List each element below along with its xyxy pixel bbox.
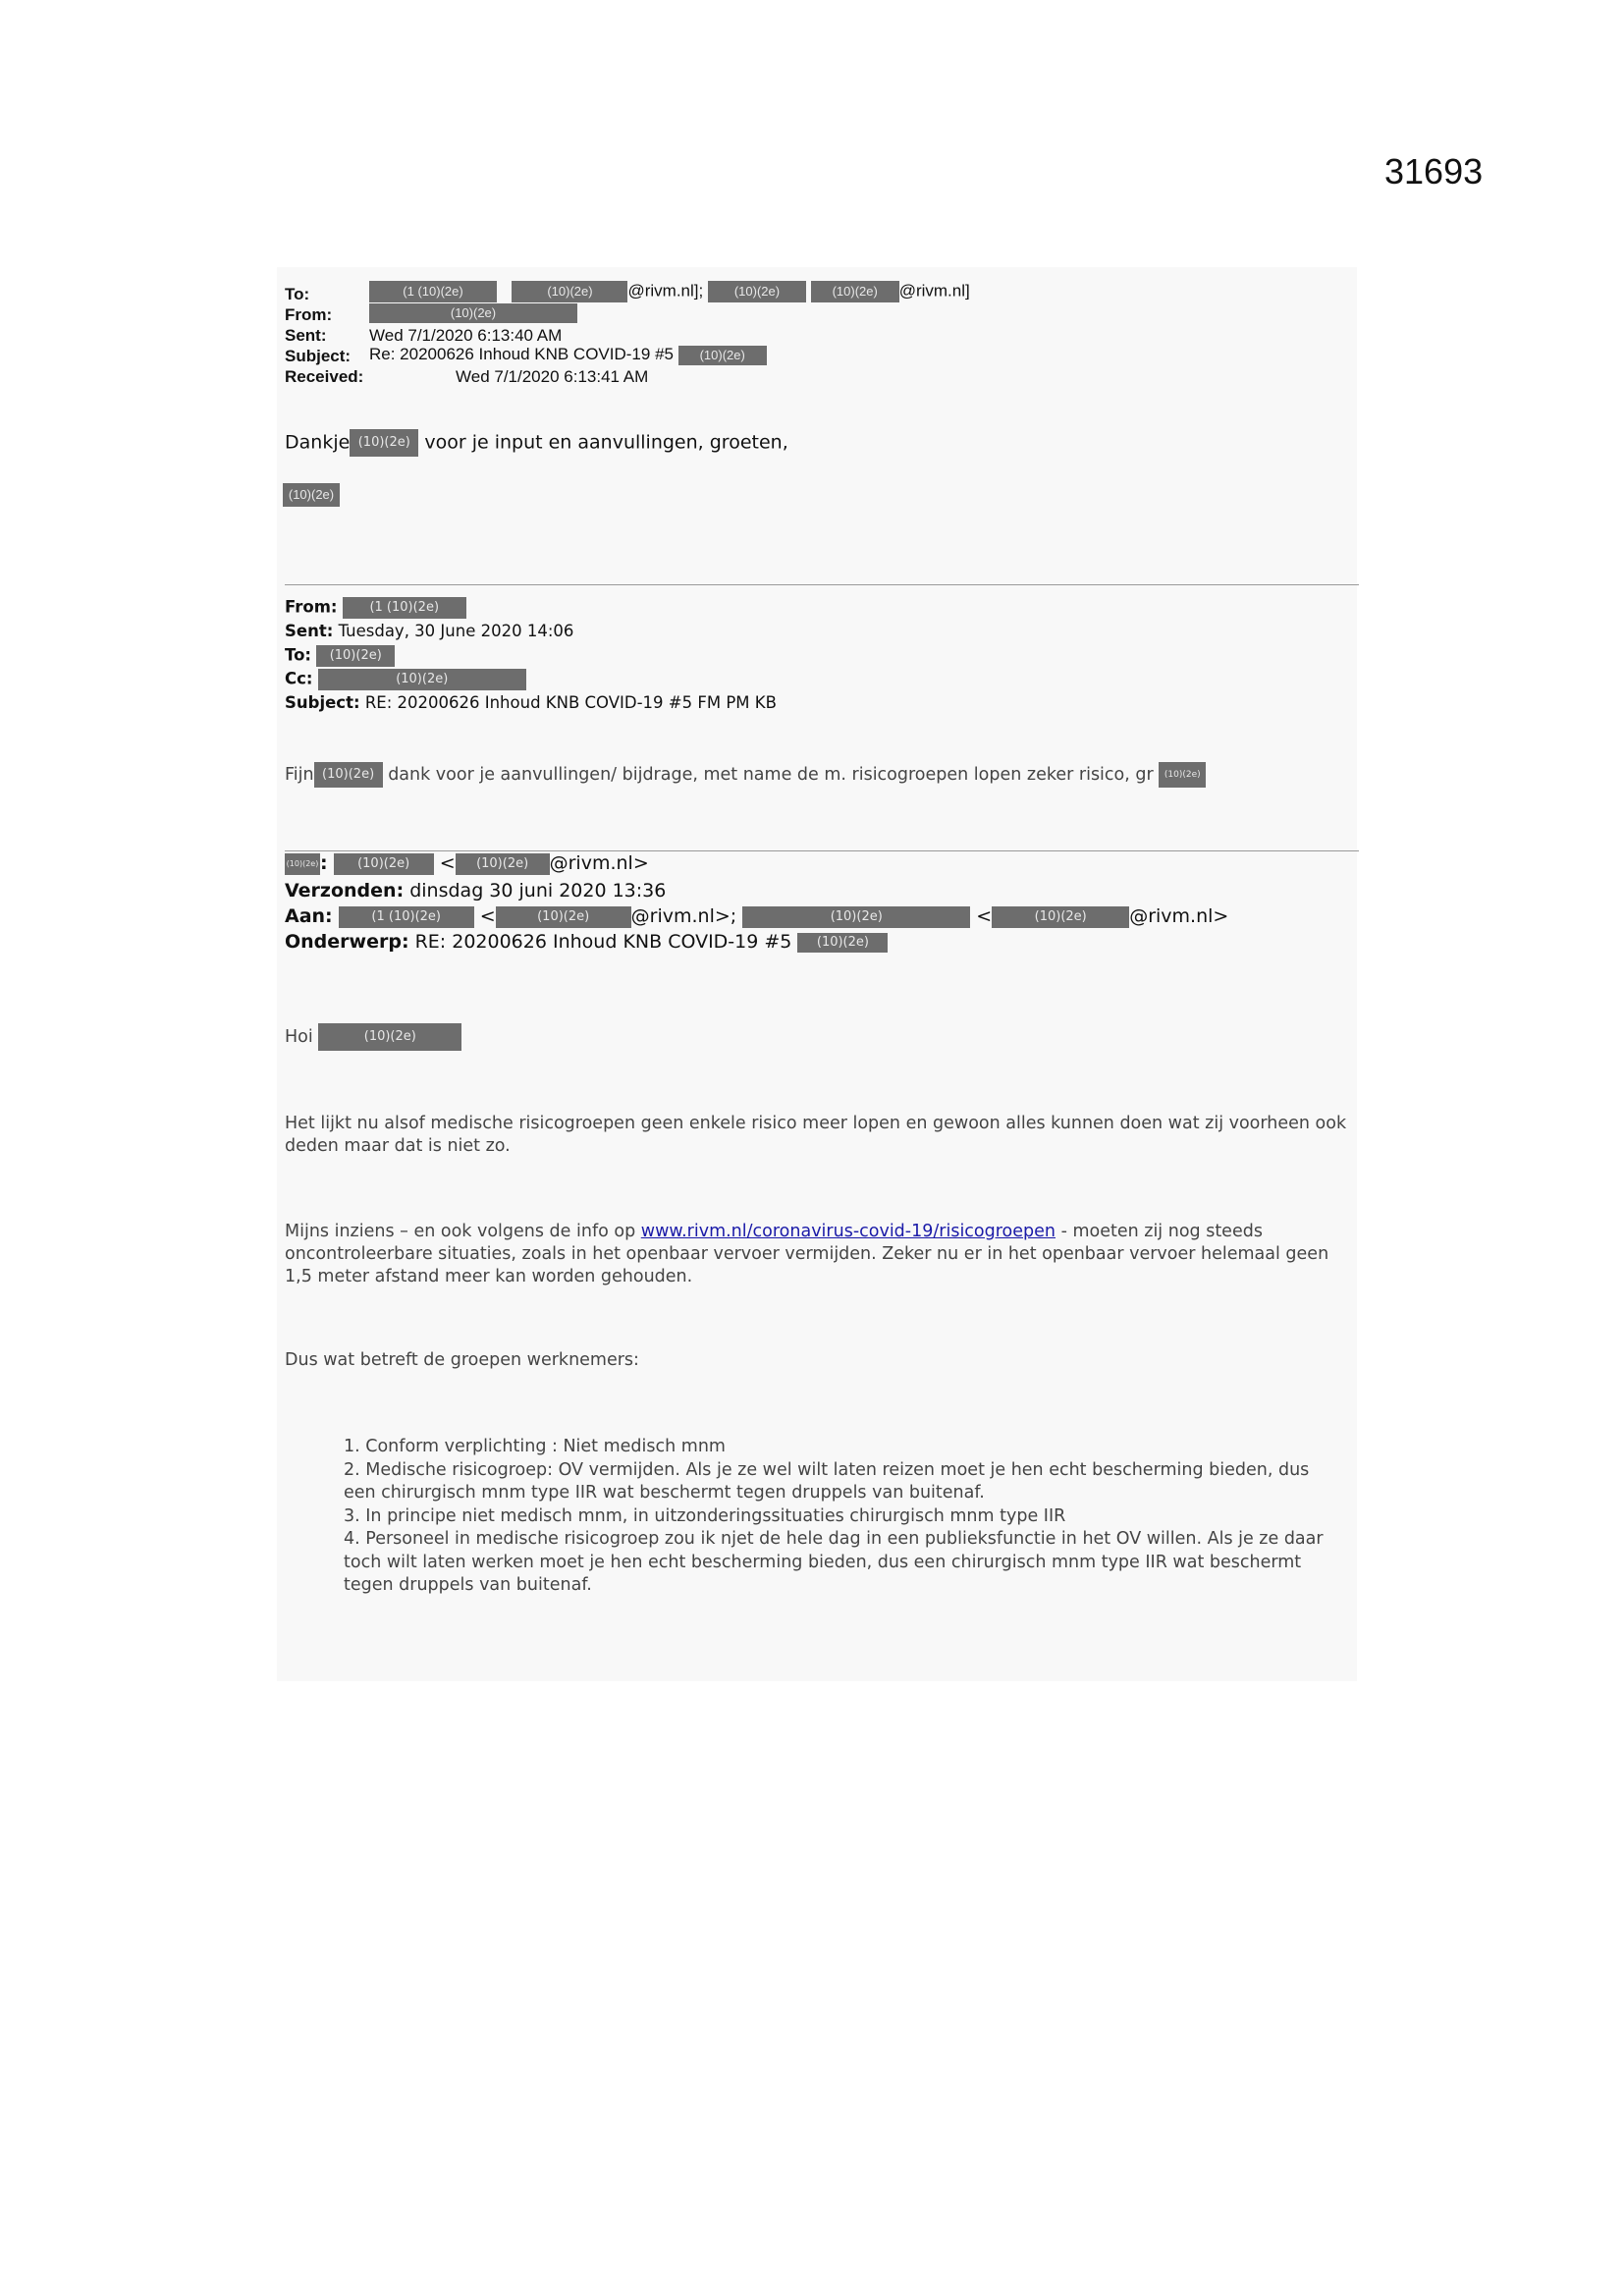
email3-to-line bbox=[285, 905, 1228, 928]
email2-subject-line bbox=[285, 693, 777, 712]
email1-from-label: From: bbox=[285, 305, 333, 324]
list-item: 2. Medische risicogroep: OV vermijden. Als je ze wel wilt laten reizen moet je hen echt bescherming bieden, dus een chirurgisch mnm type IIR wat beschermt tegen druppels van buitenaf. bbox=[344, 1459, 1310, 1503]
email2-cc-label: Cc: bbox=[285, 669, 313, 688]
email2-subject-label: Subject: bbox=[285, 693, 360, 712]
redaction-box: (10)(2e) bbox=[708, 281, 806, 302]
redaction-box: (10)(2e) bbox=[1159, 762, 1206, 788]
email1-subject-value: Re: 20200626 Inhoud KNB COVID-19 #5 bbox=[369, 345, 674, 363]
email3-paragraph-2 bbox=[285, 1221, 1355, 1288]
email3-from-line bbox=[285, 852, 649, 875]
email1-sent-label: Sent: bbox=[285, 326, 327, 345]
email3-greeting-text: Hoi bbox=[285, 1027, 313, 1047]
email2-from-line bbox=[285, 597, 466, 619]
email2-body-start: Fijn bbox=[285, 765, 314, 785]
list-item: 1. Conform verplichting : Niet medisch mnm bbox=[344, 1437, 726, 1456]
redaction-box: (1 (10)(2e) bbox=[369, 281, 497, 302]
document-number: 31693 bbox=[1384, 151, 1484, 191]
email3-lt: < bbox=[479, 905, 496, 927]
email1-sent-value: Wed 7/1/2020 6:13:40 AM bbox=[369, 326, 563, 345]
email3-sent-line bbox=[285, 880, 666, 902]
redaction-box: (10)(2e) bbox=[283, 483, 340, 507]
divider bbox=[285, 850, 1359, 851]
email3-from-domain: @rivm.nl> bbox=[549, 852, 649, 874]
redaction-box: (10)(2e) bbox=[285, 853, 320, 875]
redaction-box: (10)(2e) bbox=[334, 853, 434, 875]
list-item: 3. In principe niet medisch mnm, in uitzonderingssituaties chirurgisch mnm type IIR bbox=[344, 1505, 1066, 1526]
redaction-box: (10)(2e) bbox=[350, 429, 418, 457]
email2-sent-line bbox=[285, 622, 573, 640]
redaction-box: (10)(2e) bbox=[318, 1023, 461, 1051]
redaction-box: (1 (10)(2e) bbox=[343, 597, 466, 619]
email3-subject-label: Onderwerp: bbox=[285, 931, 409, 953]
redaction-box: (10)(2e) bbox=[742, 906, 970, 928]
worker-groups-list bbox=[344, 1436, 1335, 1598]
email3-subject-line bbox=[285, 931, 888, 953]
email1-body-rest: voor je input en aanvullingen, groeten, bbox=[424, 431, 788, 454]
email2-subject-value: RE: 20200626 Inhoud KNB COVID-19 #5 FM PM KB bbox=[364, 693, 777, 712]
email2-cc-line bbox=[285, 669, 526, 690]
email3-to-label: Aan: bbox=[285, 905, 333, 927]
email3-sent-label: Verzonden: bbox=[285, 880, 405, 902]
email1-subject-line bbox=[369, 345, 767, 365]
redaction-box: (10)(2e) bbox=[992, 906, 1129, 928]
email3-from-colon: : bbox=[320, 852, 328, 874]
email3-paragraph-1: Het lijkt nu alsof medische risicogroepen geen enkele risico meer lopen en gewoon alles kunnen doen wat zij voorheen ook deden maar dat is niet zo. bbox=[285, 1114, 1347, 1156]
email2-from-label: From: bbox=[285, 597, 338, 617]
email1-subject-label: Subject: bbox=[285, 347, 352, 365]
email2-body-rest: dank voor je aanvullingen/ bijdrage, met name de m. risicogroepen lopen zeker risico, gr bbox=[388, 765, 1154, 785]
email1-to-label: To: bbox=[285, 285, 310, 303]
email2-body bbox=[285, 762, 1206, 788]
email1-received-value: Wed 7/1/2020 6:13:41 AM bbox=[456, 367, 649, 386]
email2-sent-label: Sent: bbox=[285, 622, 334, 640]
email3-subject-value: RE: 20200626 Inhoud KNB COVID-19 #5 bbox=[414, 931, 792, 953]
email3-sent-value: dinsdag 30 juni 2020 13:36 bbox=[409, 880, 667, 902]
email2-to-line bbox=[285, 645, 395, 667]
email1-from-value bbox=[369, 303, 577, 323]
redaction-box: (10)(2e) bbox=[678, 346, 767, 365]
email3-lt: < bbox=[976, 905, 993, 927]
email1-to-domain-2: @rivm.nl] bbox=[898, 281, 970, 301]
divider bbox=[285, 584, 1359, 585]
email2-to-label: To: bbox=[285, 645, 311, 665]
redaction-box: (10)(2e) bbox=[314, 762, 383, 788]
email1-body bbox=[285, 429, 788, 457]
email3-paragraph-2-rest: - moeten zij nog steeds oncontroleerbare situaties, zoals in het openbaar vervoer vermijden. Zeker nu er in het openbaar vervoer helemaal geen 1,5 meter afstand meer kan worden gehouden. bbox=[285, 1222, 1329, 1286]
email3-paragraph-2-start: Mijns inziens – en ook volgens de info op bbox=[285, 1222, 636, 1241]
redaction-box: (10)(2e) bbox=[496, 906, 631, 928]
email1-body-start: Dankje bbox=[285, 431, 351, 454]
redaction-box: (10)(2e) bbox=[316, 645, 395, 667]
redaction-box: (10)(2e) bbox=[318, 669, 526, 690]
risicogroepen-link[interactable]: www.rivm.nl/coronavirus-covid-19/risicogroepen bbox=[640, 1222, 1056, 1241]
email3-greeting bbox=[285, 1023, 461, 1051]
redaction-box: (10)(2e) bbox=[797, 933, 888, 953]
email1-signature bbox=[283, 483, 340, 507]
email2-sent-value: Tuesday, 30 June 2020 14:06 bbox=[338, 622, 574, 640]
email1-to-domain-1: @rivm.nl]; bbox=[627, 281, 704, 301]
redaction-box: (10)(2e) bbox=[369, 303, 577, 323]
email1-to-line bbox=[369, 281, 970, 302]
list-item: 4. Personeel in medische risicogroep zou ik njet de hele dag in een publieksfunctie in het OV willen. Als je ze daar toch wilt laten werken moet je hen echt bescherming bieden, dus een chirurgisch mnm type IIR wat beschermt tegen druppels van buitenaf. bbox=[344, 1529, 1324, 1595]
email3-paragraph-3: Dus wat betreft de groepen werknemers: bbox=[285, 1350, 639, 1370]
redaction-box: (10)(2e) bbox=[456, 853, 550, 875]
email3-lt: < bbox=[439, 852, 456, 874]
email3-to-domain-2: @rivm.nl> bbox=[1129, 905, 1229, 927]
email3-to-domain-1: @rivm.nl>; bbox=[630, 905, 737, 927]
email1-received-label: Received: bbox=[285, 367, 364, 386]
redaction-box: (10)(2e) bbox=[512, 281, 627, 302]
redaction-box: (1 (10)(2e) bbox=[339, 906, 474, 928]
redaction-box: (10)(2e) bbox=[811, 281, 899, 302]
